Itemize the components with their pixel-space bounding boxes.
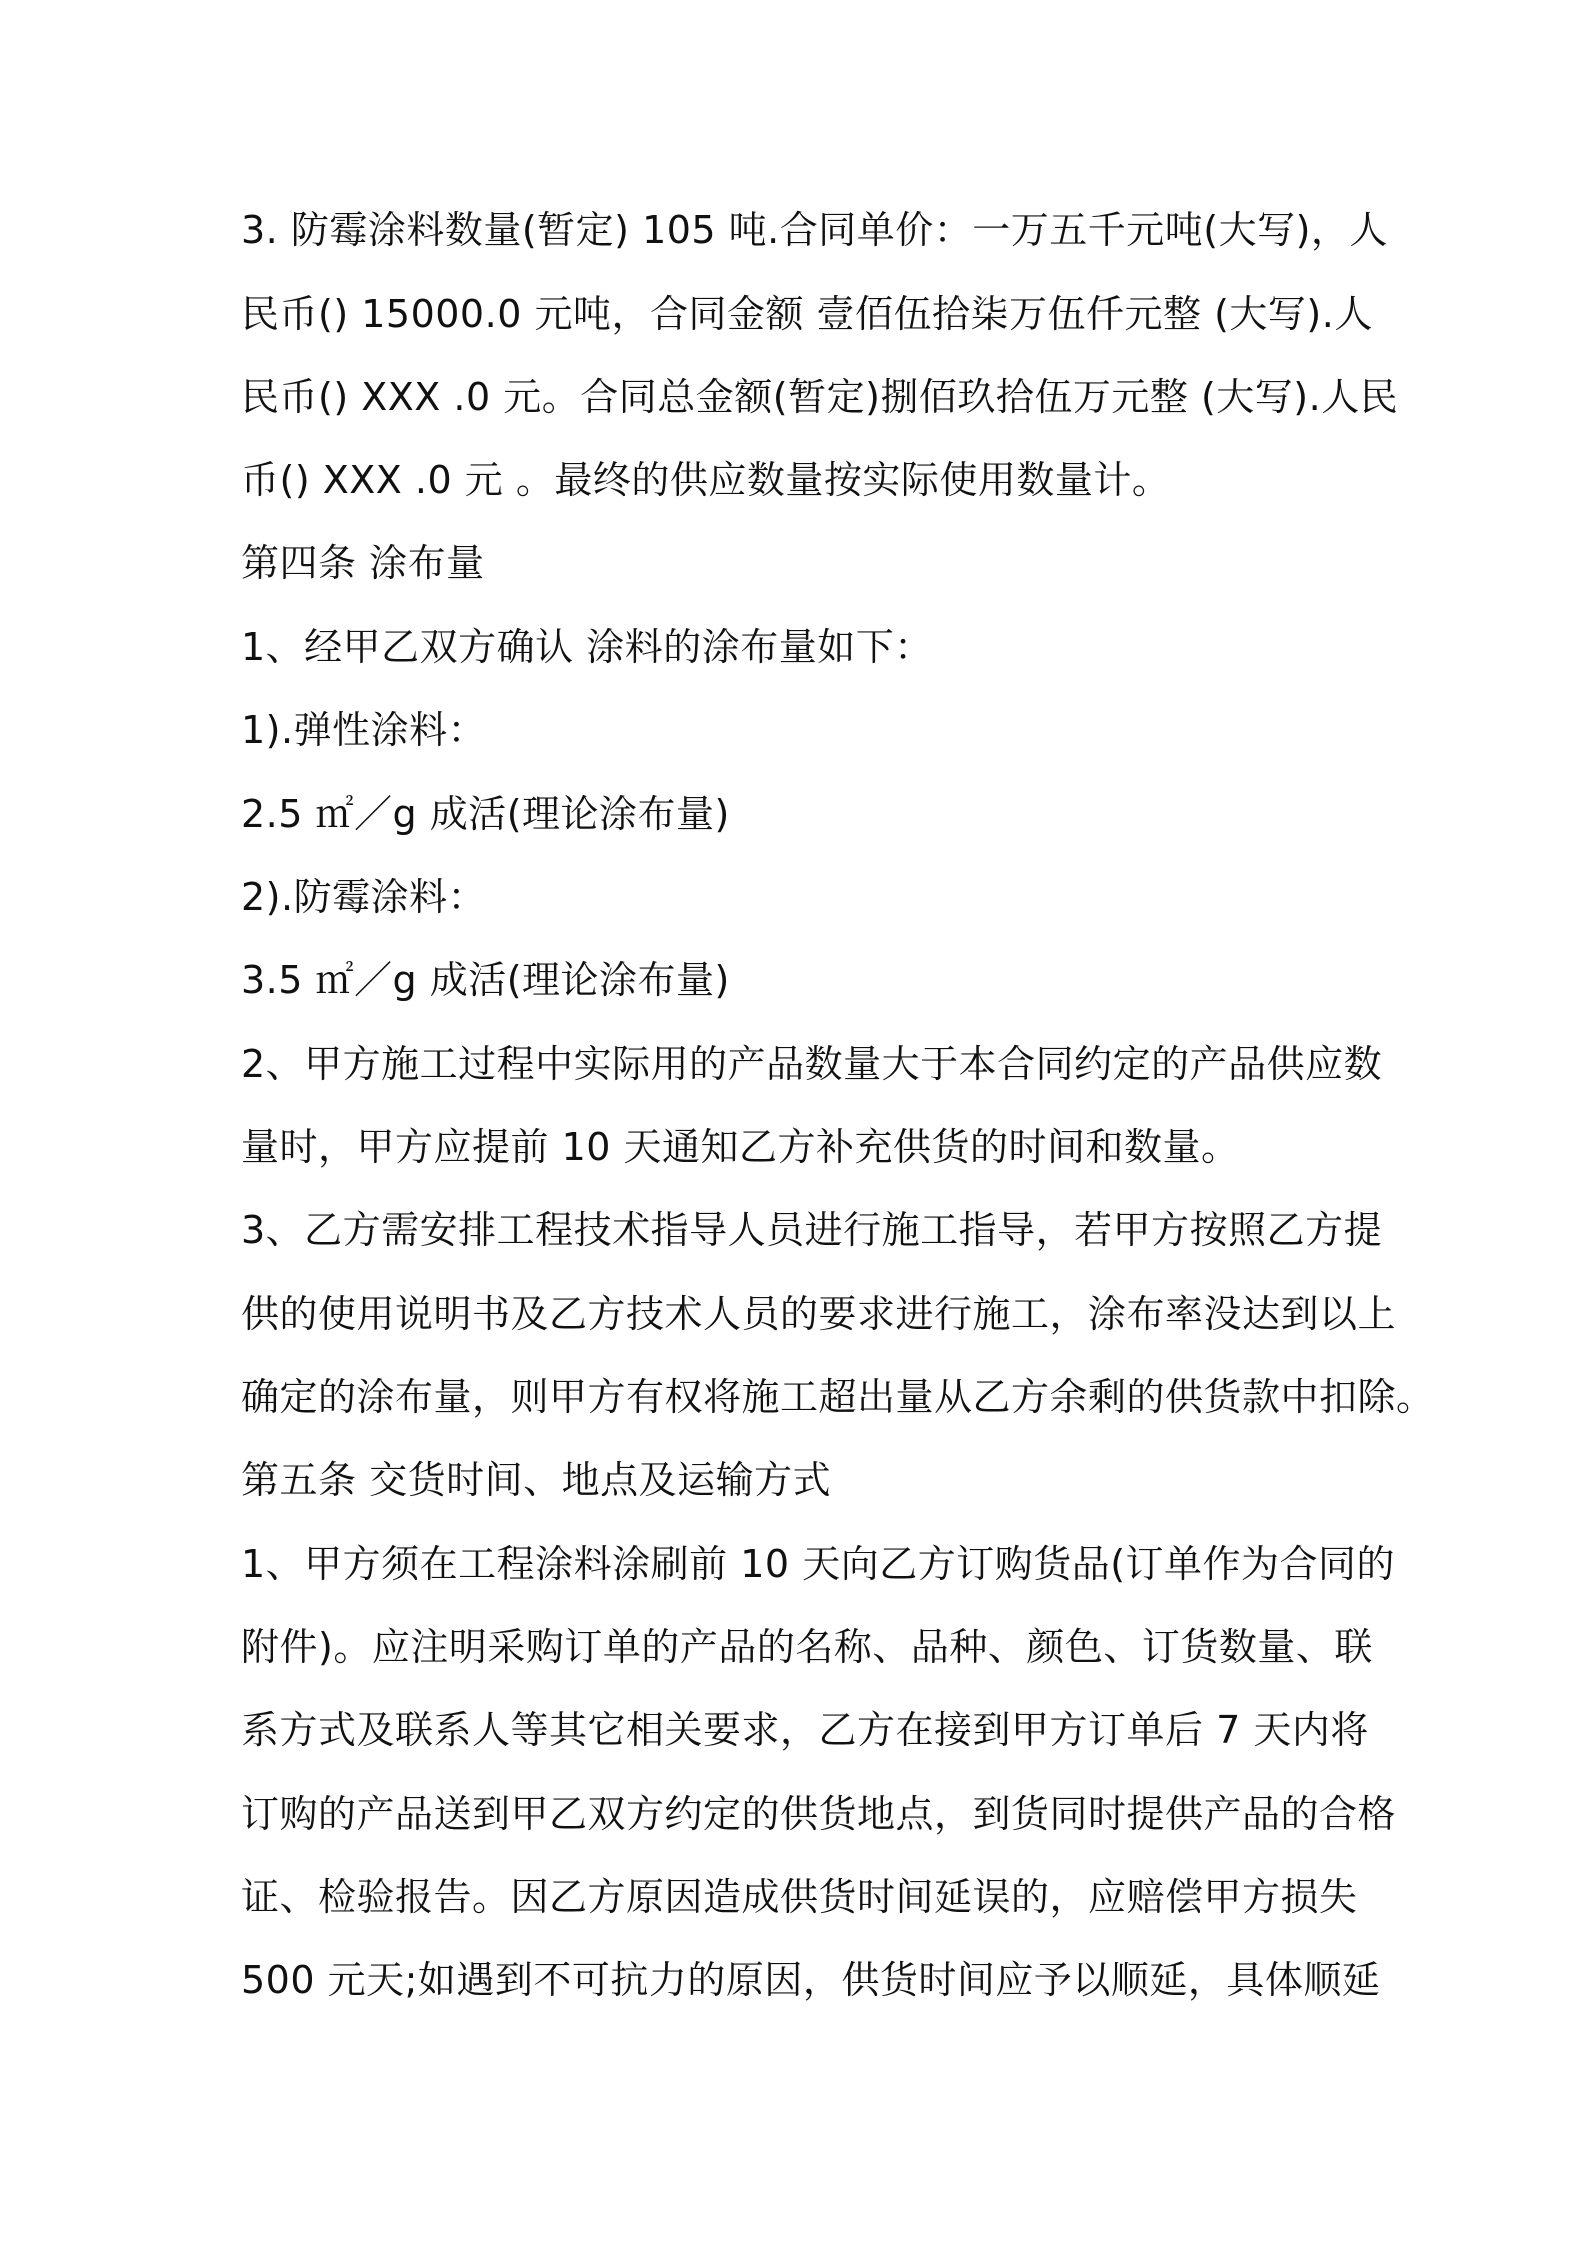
text-line: 确定的涂布量，则甲方有权将施工超出量从乙方余剩的供货款中扣除。 — [241, 1375, 1435, 1419]
text-line: 币() XXX .0 元 。最终的供应数量按实际使用数量计。 — [241, 458, 1171, 502]
section-heading: 第五条 交货时间、地点及运输方式 — [241, 1458, 832, 1502]
text-line: 2、甲方施工过程中实际用的产品数量大于本合同约定的产品供应数 — [241, 1042, 1383, 1086]
text-line: 民币() 15000.0 元吨，合同金额 壹佰伍拾柒万伍仟元整 (大写).人 — [241, 292, 1373, 336]
text-line: 500 元天;如遇到不可抗力的原因，供货时间应予以顺延，具体顺延 — [241, 1958, 1381, 2002]
text-line: 系方式及联系人等其它相关要求，乙方在接到甲方订单后 7 天内将 — [241, 1708, 1369, 1752]
text-line: 1、甲方须在工程涂料涂刷前 10 天向乙方订购货品(订单作为合同的 — [241, 1542, 1396, 1586]
text-line: 3.5 ㎡／g 成活(理论涂布量) — [241, 958, 730, 1002]
text-line: 附件)。应注明采购订单的产品的名称、品种、颜色、订货数量、联 — [241, 1625, 1373, 1669]
text-line: 供的使用说明书及乙方技术人员的要求进行施工，涂布率没达到以上 — [241, 1292, 1397, 1336]
text-line: 3. 防霉涂料数量(暂定) 105 吨.合同单价：一万五千元吨(大写)，人 — [241, 208, 1388, 252]
text-line: 2).防霉涂料： — [241, 875, 487, 919]
text-line: 2.5 ㎡／g 成活(理论涂布量) — [241, 792, 730, 836]
text-line: 民币() XXX .0 元。合同总金额(暂定)捌佰玖拾伍万元整 (大写).人民 — [241, 375, 1399, 419]
section-heading: 第四条 涂布量 — [241, 541, 485, 585]
text-line: 量时，甲方应提前 10 天通知乙方补充供货的时间和数量。 — [241, 1125, 1240, 1169]
text-line: 订购的产品送到甲乙双方约定的供货地点，到货同时提供产品的合格 — [241, 1792, 1397, 1836]
text-line: 1、经甲乙双方确认 涂料的涂布量如下： — [241, 625, 933, 669]
text-line: 1).弹性涂料： — [241, 708, 487, 752]
text-line: 3、乙方需安排工程技术指导人员进行施工指导，若甲方按照乙方提 — [241, 1208, 1383, 1252]
text-line: 证、检验报告。因乙方原因造成供货时间延误的，应赔偿甲方损失 — [241, 1875, 1358, 1919]
